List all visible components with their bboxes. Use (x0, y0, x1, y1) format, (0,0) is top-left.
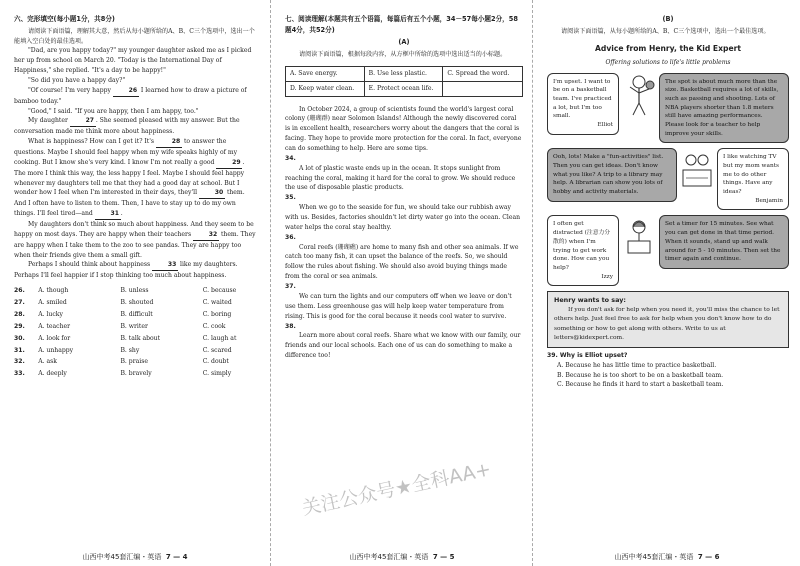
paragraph: A lot of plastic waste ends up in the ocean. It stops sunlight from reaching the coral, making it hard for the coral to grow. We should reduce the use of disposable plastic products. (285, 164, 516, 192)
question-34: 34. (285, 154, 296, 162)
page-footer: 山西中考45套汇编・英语 7 — 6 (614, 553, 720, 561)
option-row: 28. A. lucky B. difficult C. boring (14, 310, 232, 318)
paragraph: Perhaps I should think about happiness 33 like my daughters. Perhaps I'll feel happier if I stop thinking too much about happiness. (14, 261, 238, 280)
section-title: 七、阅读理解(本题共有五个语篇，每篇后有五个小题，34－57每小题2分，58题4分，共52分) (285, 15, 518, 34)
blank-33: 33 (152, 260, 178, 271)
henry-note-title: Henry wants to say: (554, 296, 626, 305)
instructions: 请阅读下面语篇，理解其大意，然后从每小题所给的A、B、C三个选项中，选出一个能填入空白处的最佳选项。 (14, 27, 255, 45)
paragraph: "Good," I said. "If you are happy, then I am happy, too." (28, 107, 199, 115)
part-label: (A) (398, 38, 410, 47)
paragraph: We can turn the lights and our computers off when we leave or don't use them. Less greenhouse gas will help keep water temperature from rising. This is good for the coral because it needs cool water to survive. (285, 292, 512, 320)
paragraph: What is happiness? How can I get it? It's 28 to answer the questions. Maybe I should feel happy when my wife speaks highly of my cooking. But I know she's very kind. I know I'm not really a good 29 . The more I think this way, the less happy I feel. Maybe I should feel happy whenever my daughters tell me that they had a good day at school. But I wonder how I feel when I'm interested in their days, they'll 30 them. And I often have to listen to them. Then, I have to stay up to do my own things. I'll feel tired—and 31 . (14, 137, 256, 220)
option-row: 32. A. ask B. praise C. doubt (14, 358, 229, 366)
option-row: 33. A. deeply B. bravely C. simply (14, 370, 232, 378)
page-number: 7 — 5 (432, 553, 455, 561)
question-37: 37. (285, 283, 296, 291)
answer-options (14, 285, 256, 380)
option-row: 30. A. look for B. talk about C. laugh at (14, 334, 237, 342)
heading-options-box: A. Save energy. B. Use less plastic. C. Spread the word. D. Keep water clean. E. Protect ocean life. (285, 66, 523, 97)
instructions: 请阅读下面语篇，根据每段内容，从方框中所给的选项中选出适当的小标题。 (299, 51, 507, 59)
answer-bubble: Set a timer for 15 minutes. See what you can get done in that time period. When it sounds, stand up and walk around for 5 - 10 minutes. Then set the timer again and continue. (659, 215, 789, 268)
blank-28: 28 (156, 137, 182, 148)
basketball-kid-illustration (622, 73, 656, 117)
paragraph: "Dad, are you happy today?" my younger daughter asked me as I picked her up from school on March 20. "Today is the International Day of Happiness," she replied. "It's a day to be happy!" (14, 47, 252, 75)
paragraph: Coral reefs (珊瑚礁) are home to many fish and other sea animals. If we catch too many fish, it can upset the balance of the reefs. So, we should follow the rules about fishing. We should also avoid buying things made from the coral or sea animals. (285, 243, 519, 281)
page-number: 7 — 4 (165, 553, 188, 561)
section-title: 六、完形填空(每小题1分，共8分) (14, 15, 115, 23)
advice-elliot (547, 73, 789, 144)
tv-kids-illustration (680, 148, 714, 192)
advice-izzy (547, 215, 789, 286)
advice-benjamin (547, 148, 789, 210)
blank-31: 31 (95, 209, 121, 220)
blank-29: 29 (216, 158, 242, 169)
henry-note (547, 291, 789, 347)
option-row: 31. A. unhappy B. shy C. scared (14, 346, 232, 354)
question-bubble: I often get distracted (注意力分散的) when I'm trying to get work done. How can you help? Izzy (547, 215, 619, 286)
question-39: 39. Why is Elliot upset? (547, 351, 628, 359)
cloze-column (0, 0, 270, 566)
blank-27: 27 (70, 116, 96, 127)
article-title: Advice from Henry, the Kid Expert (595, 43, 741, 53)
paragraph: "Of course! I'm very happy 26 I learned how to draw a picture of bamboo today." (14, 86, 247, 105)
question-35: 35. (285, 194, 296, 202)
paragraph: My daughters don't think so much about happiness. And they seem to be happy on most days. They are happy when their teachers 32 them. They are happy when I take them to the zoo to see pandas. They are happy too when their friends give them a small gift. (14, 221, 256, 259)
blank-26: 26 (113, 86, 139, 97)
question-38: 38. (285, 322, 296, 330)
studying-girl-illustration (622, 215, 656, 259)
answer-bubble: The spot is about much more than the size. Basketball requires a lot of skills, such as passing and shooting. Lots of NBA players shorter than 1.8 meters still have amazing performances. Please look for a teacher to help improve your skills. (659, 73, 789, 144)
reading-b-column (532, 0, 800, 566)
blank-30: 30 (199, 188, 225, 199)
paragraph: My daughter 27 . She seemed pleased with my answer. But the conversation made me think more about happiness. (14, 117, 240, 136)
henry-note-text: If you don't ask for help when you need it, you'll miss the chance to let others help. Just feel free to ask for help when you don't know how to do something or how to get along with others. Write to us at letters@kidexpert.com. (554, 307, 780, 341)
page-number: 7 — 6 (697, 553, 720, 561)
question-36: 36. (285, 233, 296, 241)
option-a: A. Because he has little time to practice basketball. (557, 361, 717, 369)
paragraph: "So did you have a happy day?" (28, 76, 126, 84)
answer-bubble: Ooh, lots! Make a "fun-activities" list. Then you can get ideas. Don't know what you like? A trip to a library may help. A librarian can show you lots of hobby and activity materials. (547, 148, 677, 201)
article-subtitle: Offering solutions to life's little problems (605, 58, 731, 66)
option-row: 27. A. smiled B. shouted C. waited (14, 299, 232, 307)
paragraph: When we go to the seaside for fun, we should take our rubbish away with us. Besides, factories shouldn't let dirty water go into the ocean. Clean water helps the coral stay healthy. (285, 204, 521, 231)
option-c: C. Because he finds it hard to start a basketball team. (557, 381, 724, 389)
paragraph: Learn more about coral reefs. Share what we know with our family, our friends and our local schools. Each one of us can do something to make a difference too! (285, 332, 521, 360)
question-bubble: I like watching TV but my mom wants me to do other things. Have any ideas? Benjamin (717, 148, 789, 210)
blank-32: 32 (193, 230, 219, 241)
option-row: 29. A. teacher B. writer C. cook (14, 322, 226, 330)
paragraph: In October 2024, a group of scientists found the world's largest coral colony (珊瑚群) near Solomon Islands! Although the newly discovered coral is in excellent health, researchers worry about the dangers that the coral is facing. They hope to provide more protection for the coral. In fact, everyone can do something to help. Here are some tips. (285, 105, 522, 153)
page-footer: 山西中考45套汇编・英语 7 — 4 (82, 553, 188, 561)
question-bubble: I'm upset. I want to be on a basketball team. I've practiced a lot, but I'm too small. Elliot (547, 73, 619, 135)
watermark: 关注公众号★全科AA+ (300, 458, 493, 520)
part-label: (B) (662, 15, 674, 23)
option-b: B. Because he is too short to be on a basketball team. (557, 371, 724, 379)
option-row: 26. A. though B. unless C. because (14, 287, 237, 295)
page-footer: 山西中考45套汇编・英语 7 — 5 (349, 553, 455, 561)
reading-a-column (270, 0, 533, 566)
instructions: 请阅读下面语篇，从每小题所给的A、B、C三个选项中，选出一个最佳选项。 (561, 27, 770, 35)
